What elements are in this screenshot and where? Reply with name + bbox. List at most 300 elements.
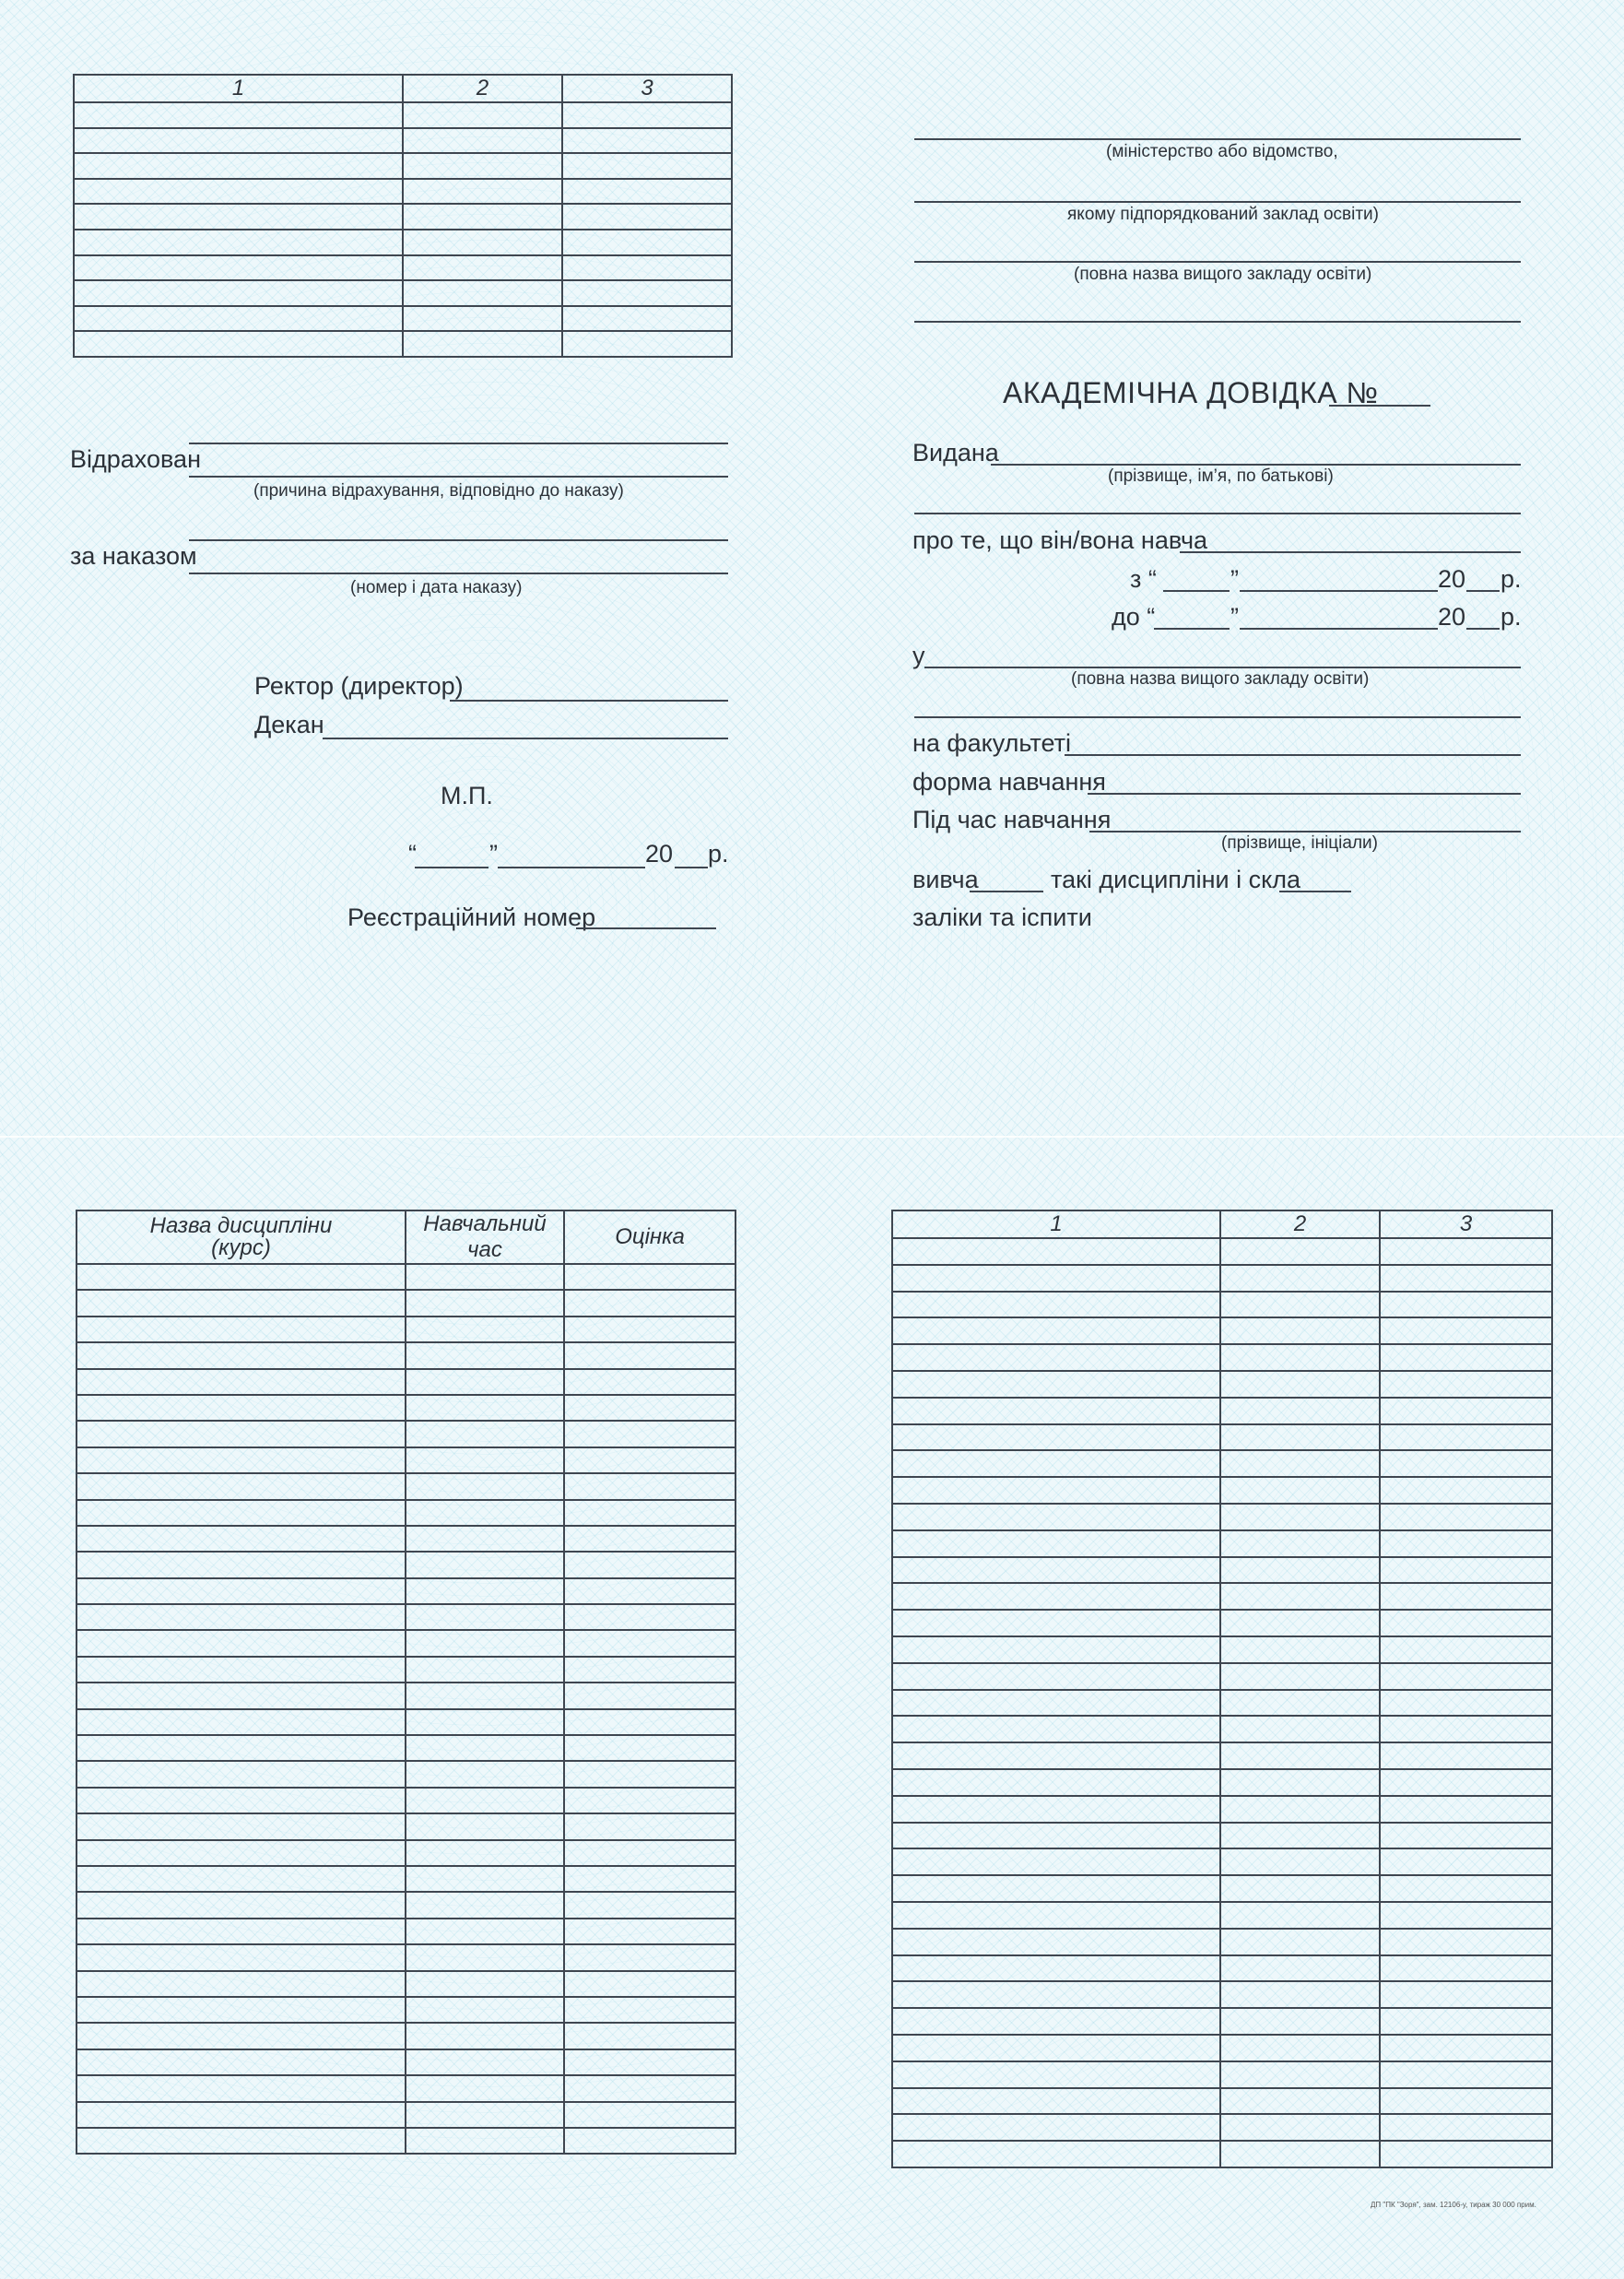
table-cell[interactable] <box>564 1290 736 1316</box>
table-cell[interactable] <box>1220 2061 1380 2088</box>
table-cell[interactable] <box>564 2075 736 2101</box>
issued-name-line-2[interactable] <box>914 513 1521 514</box>
table-cell[interactable] <box>892 1955 1220 1982</box>
table-cell[interactable] <box>1220 1424 1380 1451</box>
table-cell[interactable] <box>74 179 403 205</box>
table-cell[interactable] <box>564 1892 736 1918</box>
table-cell[interactable] <box>1380 1929 1552 1955</box>
table-cell[interactable] <box>1220 1981 1380 2008</box>
table-row <box>76 1709 736 1735</box>
table-cell[interactable] <box>1220 2008 1380 2035</box>
table-cell[interactable] <box>1220 1875 1380 1902</box>
table-cell[interactable] <box>892 2141 1220 2167</box>
table-cell[interactable] <box>564 1788 736 1813</box>
table-cell[interactable] <box>564 2049 736 2075</box>
table-cell[interactable] <box>564 1552 736 1577</box>
table-cell[interactable] <box>76 1919 406 1944</box>
table-cell[interactable] <box>564 1657 736 1683</box>
date-day-line[interactable] <box>415 867 488 868</box>
table-cell[interactable] <box>892 1610 1220 1636</box>
table-cell[interactable] <box>74 204 403 230</box>
table-cell[interactable] <box>1380 1450 1552 1477</box>
table-cell[interactable] <box>403 128 562 154</box>
faculty-line[interactable] <box>1065 754 1521 756</box>
table-cell[interactable] <box>1380 1823 1552 1849</box>
table-cell[interactable] <box>564 1840 736 1866</box>
table-cell[interactable] <box>564 1500 736 1526</box>
table-cell[interactable] <box>892 1636 1220 1663</box>
order-line-2[interactable] <box>189 573 728 574</box>
table-cell[interactable] <box>892 1398 1220 1424</box>
institution-line-2[interactable] <box>914 321 1521 323</box>
table-cell[interactable] <box>562 230 732 255</box>
table-cell[interactable] <box>406 2049 564 2075</box>
table-row <box>76 2023 736 2049</box>
table-cell[interactable] <box>1220 1848 1380 1875</box>
table-cell[interactable] <box>892 1902 1220 1929</box>
table-cell[interactable] <box>892 1265 1220 1292</box>
table-cell[interactable] <box>892 1504 1220 1530</box>
table-cell[interactable] <box>76 1447 406 1473</box>
table-cell[interactable] <box>406 1840 564 1866</box>
table-cell[interactable] <box>406 1709 564 1735</box>
table-cell[interactable] <box>406 1317 564 1342</box>
table-cell[interactable] <box>1380 2141 1552 2167</box>
table-cell[interactable] <box>406 1473 564 1499</box>
table-cell[interactable] <box>403 255 562 281</box>
table-cell[interactable] <box>564 1395 736 1421</box>
table-cell[interactable] <box>892 1477 1220 1504</box>
table-cell[interactable] <box>1380 2114 1552 2141</box>
table-cell[interactable] <box>1220 1530 1380 1557</box>
table-cell[interactable] <box>892 1929 1220 1955</box>
table-cell[interactable] <box>564 1919 736 1944</box>
studied2-label: вивча <box>912 866 979 893</box>
to-label: до “ <box>1112 603 1156 631</box>
table-cell[interactable] <box>564 1421 736 1447</box>
table-cell[interactable] <box>76 1604 406 1630</box>
table-cell[interactable] <box>76 1761 406 1787</box>
table-cell[interactable] <box>1220 1610 1380 1636</box>
table-cell[interactable] <box>406 2128 564 2154</box>
table-cell[interactable] <box>76 1369 406 1395</box>
ministry-line[interactable] <box>914 138 1521 140</box>
at-institution-line-2[interactable] <box>914 716 1521 718</box>
table-row <box>76 1552 736 1577</box>
table-cell[interactable] <box>1220 1477 1380 1504</box>
table-cell[interactable] <box>406 2023 564 2049</box>
institution-line[interactable] <box>914 261 1521 263</box>
issued-name-line[interactable] <box>991 464 1521 466</box>
table-cell[interactable] <box>564 1342 736 1368</box>
table-cell[interactable] <box>564 1526 736 1552</box>
table-cell[interactable] <box>892 1875 1220 1902</box>
table-row <box>74 306 732 332</box>
table-cell[interactable] <box>892 1557 1220 1584</box>
table-cell[interactable] <box>406 1526 564 1552</box>
table-cell[interactable] <box>1380 2008 1552 2035</box>
table-cell[interactable] <box>892 1292 1220 1318</box>
table-cell[interactable] <box>892 1769 1220 1796</box>
table-cell[interactable] <box>406 1788 564 1813</box>
table-row <box>892 2114 1552 2141</box>
table-cell[interactable] <box>564 1735 736 1761</box>
table-cell[interactable] <box>74 306 403 332</box>
table-cell[interactable] <box>406 1552 564 1577</box>
table-cell[interactable] <box>1380 1848 1552 1875</box>
table-cell[interactable] <box>403 331 562 357</box>
order-line-1[interactable] <box>189 539 728 541</box>
table-cell[interactable] <box>1220 2141 1380 2167</box>
table-row <box>892 1292 1552 1318</box>
table-cell[interactable] <box>1220 1636 1380 1663</box>
table-cell[interactable] <box>562 102 732 128</box>
table-cell[interactable] <box>1380 1398 1552 1424</box>
table-cell[interactable] <box>406 1395 564 1421</box>
table-cell[interactable] <box>564 2128 736 2154</box>
table-cell[interactable] <box>562 128 732 154</box>
table-cell[interactable] <box>403 280 562 306</box>
table-cell[interactable] <box>406 1944 564 1970</box>
table-cell[interactable] <box>76 1395 406 1421</box>
table-cell[interactable] <box>403 102 562 128</box>
table-cell[interactable] <box>892 2088 1220 2115</box>
table-cell[interactable] <box>564 1944 736 1970</box>
table-cell[interactable] <box>76 2102 406 2128</box>
table-cell[interactable] <box>1380 1265 1552 1292</box>
table-cell[interactable] <box>564 2023 736 2049</box>
date-year-line[interactable] <box>675 867 708 868</box>
table-cell[interactable] <box>562 179 732 205</box>
to-day-line[interactable] <box>1154 628 1230 630</box>
table-cell[interactable] <box>76 1500 406 1526</box>
table-cell[interactable] <box>76 1473 406 1499</box>
table-cell[interactable] <box>1220 1317 1380 1344</box>
table-cell[interactable] <box>1220 2114 1380 2141</box>
table-row <box>74 230 732 255</box>
table-cell[interactable] <box>892 1530 1220 1557</box>
table-cell[interactable] <box>406 1866 564 1892</box>
table-cell[interactable] <box>564 1813 736 1839</box>
table-cell[interactable] <box>892 1583 1220 1610</box>
table-cell[interactable] <box>403 153 562 179</box>
table-cell[interactable] <box>892 1716 1220 1742</box>
table-cell[interactable] <box>892 1317 1220 1344</box>
table-cell[interactable] <box>406 1290 564 1316</box>
table-cell[interactable] <box>892 1371 1220 1398</box>
studied-line[interactable] <box>1180 551 1521 553</box>
table-cell[interactable] <box>1220 1504 1380 1530</box>
table-cell[interactable] <box>1380 2061 1552 2088</box>
table-row <box>76 1866 736 1892</box>
table-cell[interactable] <box>76 1944 406 1970</box>
table-cell[interactable] <box>403 179 562 205</box>
table-cell[interactable] <box>1380 1477 1552 1504</box>
table-cell[interactable] <box>1220 1716 1380 1742</box>
table-cell[interactable] <box>406 2075 564 2101</box>
studied2-suffix-line[interactable] <box>970 891 1043 892</box>
table-row <box>76 1421 736 1447</box>
table-cell[interactable] <box>406 1264 564 1290</box>
institution-caption: (повна назва вищого закладу освіти) <box>1074 265 1372 284</box>
dean-label: Декан <box>254 711 324 738</box>
table-cell[interactable] <box>892 1450 1220 1477</box>
table-cell[interactable] <box>892 2114 1220 2141</box>
table-cell[interactable] <box>562 255 732 281</box>
table-cell[interactable] <box>1380 1583 1552 1610</box>
table-cell[interactable] <box>1220 1450 1380 1477</box>
from-month-line[interactable] <box>1240 590 1438 592</box>
table-row <box>76 1473 736 1499</box>
table-cell[interactable] <box>564 1709 736 1735</box>
table-cell[interactable] <box>564 1971 736 1997</box>
table-cell[interactable] <box>892 1742 1220 1769</box>
table-cell[interactable] <box>76 2128 406 2154</box>
table-cell[interactable] <box>76 1552 406 1577</box>
table-cell[interactable] <box>1220 1902 1380 1929</box>
table-cell[interactable] <box>1220 1292 1380 1318</box>
table-cell[interactable] <box>74 128 403 154</box>
table-cell[interactable] <box>564 1578 736 1604</box>
column-header-discipline: Назва дисципліни (курс) <box>76 1210 406 1264</box>
table-cell[interactable] <box>1380 1690 1552 1717</box>
table-cell[interactable] <box>1380 1292 1552 1318</box>
table-cell[interactable] <box>406 1369 564 1395</box>
table-cell[interactable] <box>564 1604 736 1630</box>
table-cell[interactable] <box>564 1473 736 1499</box>
table-cell[interactable] <box>406 1342 564 1368</box>
table-cell[interactable] <box>403 306 562 332</box>
table-cell[interactable] <box>406 2102 564 2128</box>
table-cell[interactable] <box>1220 1769 1380 1796</box>
table-cell[interactable] <box>406 1892 564 1918</box>
table-cell[interactable] <box>1380 1875 1552 1902</box>
from-year-line[interactable] <box>1466 590 1500 592</box>
table-cell[interactable] <box>1220 1583 1380 1610</box>
table-cell[interactable] <box>76 1421 406 1447</box>
date-open-quote: “ <box>408 840 417 868</box>
table-cell[interactable] <box>74 153 403 179</box>
table-cell[interactable] <box>406 1683 564 1708</box>
table-cell[interactable] <box>564 1997 736 2023</box>
disciplines-suffix-line[interactable] <box>1279 891 1351 892</box>
table-cell[interactable] <box>406 1919 564 1944</box>
table-cell[interactable] <box>892 1344 1220 1371</box>
table-cell[interactable] <box>1380 1238 1552 1265</box>
table-cell[interactable] <box>76 1657 406 1683</box>
table-cell[interactable] <box>74 102 403 128</box>
table-cell[interactable] <box>74 230 403 255</box>
table-row <box>892 1716 1552 1742</box>
date-month-line[interactable] <box>498 867 645 868</box>
table-row <box>892 1875 1552 1902</box>
table-cell[interactable] <box>1380 1371 1552 1398</box>
table-cell[interactable] <box>892 2008 1220 2035</box>
during-caption: (прізвище, ініціали) <box>1221 833 1378 853</box>
table-cell[interactable] <box>892 2061 1220 2088</box>
table-cell[interactable] <box>892 1981 1220 2008</box>
table-row <box>76 1657 736 1683</box>
table-cell[interactable] <box>1220 1238 1380 1265</box>
rector-signature-line[interactable] <box>450 700 728 702</box>
table-cell[interactable] <box>406 1657 564 1683</box>
table-cell[interactable] <box>74 255 403 281</box>
table-cell[interactable] <box>562 153 732 179</box>
table-row <box>74 153 732 179</box>
table-cell[interactable] <box>76 1866 406 1892</box>
table-cell[interactable] <box>892 1424 1220 1451</box>
table-cell[interactable] <box>564 1264 736 1290</box>
table-cell[interactable] <box>76 1709 406 1735</box>
table-cell[interactable] <box>1220 1344 1380 1371</box>
table-cell[interactable] <box>403 204 562 230</box>
table-cell[interactable] <box>1380 1716 1552 1742</box>
table-cell[interactable] <box>406 1421 564 1447</box>
table-cell[interactable] <box>1220 1796 1380 1823</box>
table-cell[interactable] <box>892 1848 1220 1875</box>
table-cell[interactable] <box>1220 1742 1380 1769</box>
table-cell[interactable] <box>76 1290 406 1316</box>
table-cell[interactable] <box>564 1369 736 1395</box>
table-cell[interactable] <box>403 230 562 255</box>
table-cell[interactable] <box>562 306 732 332</box>
table-cell[interactable] <box>406 1971 564 1997</box>
table-cell[interactable] <box>1220 1955 1380 1982</box>
table-cell[interactable] <box>1220 1823 1380 1849</box>
table-row <box>76 1971 736 1997</box>
table-cell[interactable] <box>1380 1557 1552 1584</box>
table-row <box>76 1604 736 1630</box>
table-cell[interactable] <box>564 1630 736 1656</box>
table-cell[interactable] <box>564 1683 736 1708</box>
expelled-line-2[interactable] <box>189 476 728 478</box>
table-row <box>76 1317 736 1342</box>
to-month-line[interactable] <box>1240 628 1438 630</box>
table-cell[interactable] <box>564 1317 736 1342</box>
table-cell[interactable] <box>76 2075 406 2101</box>
table-cell[interactable] <box>406 1761 564 1787</box>
table-cell[interactable] <box>562 204 732 230</box>
table-cell[interactable] <box>1380 1663 1552 1690</box>
page-fold <box>0 1136 1624 1138</box>
table-cell[interactable] <box>1220 1398 1380 1424</box>
table-cell[interactable] <box>76 1578 406 1604</box>
table-cell[interactable] <box>76 1788 406 1813</box>
table-cell[interactable] <box>406 1813 564 1839</box>
to-year-line[interactable] <box>1466 628 1500 630</box>
table-cell[interactable] <box>74 331 403 357</box>
table-cell[interactable] <box>76 1971 406 1997</box>
table-cell[interactable] <box>892 1796 1220 1823</box>
table-cell[interactable] <box>564 1447 736 1473</box>
table-cell[interactable] <box>1220 2088 1380 2115</box>
table-cell[interactable] <box>1380 1504 1552 1530</box>
table-cell[interactable] <box>74 280 403 306</box>
table-cell[interactable] <box>892 1823 1220 1849</box>
table-cell[interactable] <box>406 1500 564 1526</box>
table-cell[interactable] <box>1380 1530 1552 1557</box>
table-cell[interactable] <box>564 1866 736 1892</box>
table-cell[interactable] <box>76 1526 406 1552</box>
expelled-line-1[interactable] <box>189 443 728 444</box>
table-cell[interactable] <box>1220 1371 1380 1398</box>
table-cell[interactable] <box>1380 1424 1552 1451</box>
table-cell[interactable] <box>406 1735 564 1761</box>
table-cell[interactable] <box>76 1735 406 1761</box>
table-cell[interactable] <box>1380 1636 1552 1663</box>
table-cell[interactable] <box>406 1997 564 2023</box>
registration-line[interactable] <box>576 927 716 929</box>
table-cell[interactable] <box>1220 1557 1380 1584</box>
table-cell[interactable] <box>1380 1317 1552 1344</box>
table-cell[interactable] <box>1220 2035 1380 2061</box>
table-cell[interactable] <box>1220 1663 1380 1690</box>
table-cell[interactable] <box>1380 2088 1552 2115</box>
table-row <box>74 204 732 230</box>
table-cell[interactable] <box>1220 1265 1380 1292</box>
table-row <box>76 1342 736 1368</box>
table-cell[interactable] <box>406 1447 564 1473</box>
table-cell[interactable] <box>76 1317 406 1342</box>
table-cell[interactable] <box>76 1840 406 1866</box>
table-cell[interactable] <box>76 1997 406 2023</box>
form-line[interactable] <box>1088 793 1521 795</box>
table-cell[interactable] <box>76 1630 406 1656</box>
table-cell[interactable] <box>892 1690 1220 1717</box>
table-cell[interactable] <box>76 2023 406 2049</box>
table-cell[interactable] <box>406 1604 564 1630</box>
table-cell[interactable] <box>76 1264 406 1290</box>
table-cell[interactable] <box>892 1663 1220 1690</box>
table-cell[interactable] <box>76 1813 406 1839</box>
subordinate-line[interactable] <box>914 201 1521 203</box>
table-cell[interactable] <box>1380 1344 1552 1371</box>
table-cell[interactable] <box>1220 1929 1380 1955</box>
table-cell[interactable] <box>406 1578 564 1604</box>
document-title: АКАДЕМІЧНА ДОВІДКА № <box>1003 376 1379 409</box>
table-cell[interactable] <box>1380 1955 1552 1982</box>
table-cell[interactable] <box>562 331 732 357</box>
table-cell[interactable] <box>1220 1690 1380 1717</box>
table-row <box>76 1500 736 1526</box>
table-cell[interactable] <box>1380 1610 1552 1636</box>
dean-signature-line[interactable] <box>323 738 728 739</box>
table-cell[interactable] <box>892 1238 1220 1265</box>
table-row <box>76 2075 736 2101</box>
table-cell[interactable] <box>76 2049 406 2075</box>
table-cell[interactable] <box>1380 1796 1552 1823</box>
table-cell[interactable] <box>1380 1902 1552 1929</box>
table-cell[interactable] <box>892 2035 1220 2061</box>
table-cell[interactable] <box>76 1892 406 1918</box>
table-cell[interactable] <box>564 2102 736 2128</box>
table-cell[interactable] <box>406 1630 564 1656</box>
table-row <box>892 1981 1552 2008</box>
table-cell[interactable] <box>1380 1981 1552 2008</box>
from-day-line[interactable] <box>1163 590 1230 592</box>
table-cell[interactable] <box>564 1761 736 1787</box>
table-cell[interactable] <box>1380 1769 1552 1796</box>
table-cell[interactable] <box>76 1683 406 1708</box>
table-row <box>892 1477 1552 1504</box>
document-number-line[interactable] <box>1329 405 1430 407</box>
table-cell[interactable] <box>1380 1742 1552 1769</box>
table-cell[interactable] <box>76 1342 406 1368</box>
table-cell[interactable] <box>562 280 732 306</box>
table-cell[interactable] <box>1380 2035 1552 2061</box>
during-line[interactable] <box>1089 831 1521 832</box>
at-institution-line[interactable] <box>924 667 1521 668</box>
